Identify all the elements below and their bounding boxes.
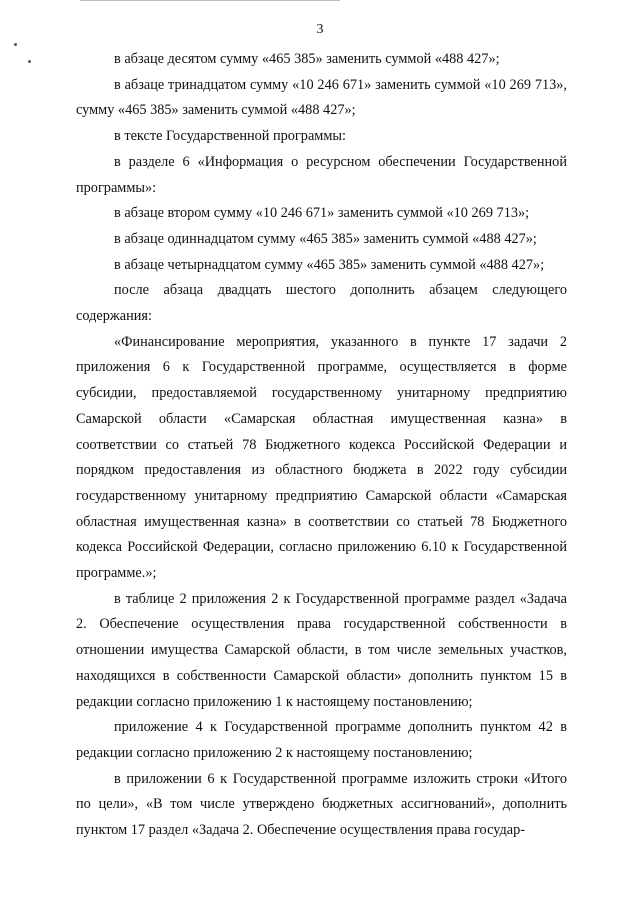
scan-speck [14,43,17,46]
paragraph: в абзаце десятом сумму «465 385» заменить суммой «488 427»; [114,51,500,67]
paragraph: «Финансирование мероприятия, указанного в пункте 17 задачи 2 приложения 6 к Государственной программе, осуществляется в форме субсидии, предоставляемой государственному унитарному предприятию Самарской области «Самарская областная имущественная казна» в соответствии со статьей 78 Бюджетного кодекса Российской Федерации и порядком предоставления из областного бюджета в 2022 году субсидии государственному унитарному предприятию Самарской области «Самарская областная имущественная казна» в соответствии со статьей 78 Бюджетного кодекса Российской Федерации, согласно приложению 6.10 к Государственной программе.»; [76,333,567,582]
paragraph: в абзаце одиннадцатом сумму «465 385» заменить суммой «488 427»; [114,230,537,247]
page-number: 3 [316,22,324,37]
paragraph: после абзаца двадцать шестого дополнить абзацем следующего содержания: [76,282,567,325]
paragraph: в таблице 2 приложения 2 к Государственной программе раздел «Задача 2. Обеспечение осуществления права государственной собственности в отношении имущества Самарской области, в том числе земельных участков, находящихся в собственности Самарской области» дополнить пунктом 15 в редакции согласно приложению 1 к настоящему постановлению; [76,590,567,710]
paragraph: приложение 4 к Государственной программе дополнить пунктом 42 в редакции согласно приложению 2 к настоящему постановлению; [76,719,567,761]
paragraph: в приложении 6 к Государственной программе изложить строки «Итого по цели», «В том числе утверждено бюджетных ассигнований», дополнить пунктом 17 раздел «Задача 2. Обеспечение осуществления права государ- [76,770,567,839]
paragraph: в тексте Государственной программы: [114,128,346,145]
paragraph: в разделе 6 «Информация о ресурсном обеспечении Государственной программы»: [76,153,567,196]
paragraph: в абзаце втором сумму «10 246 671» заменить суммой «10 269 713»; [114,205,530,222]
paragraph: в абзаце четырнадцатом сумму «465 385» заменить суммой «488 427»; [114,256,545,273]
document-body [76,47,567,844]
paragraph: в абзаце тринадцатом сумму «10 246 671» заменить суммой «10 269 713», сумму «465 385» заменить суммой «488 427»; [76,76,567,119]
scan-speck [28,60,31,63]
top-edge-rule [80,0,340,1]
